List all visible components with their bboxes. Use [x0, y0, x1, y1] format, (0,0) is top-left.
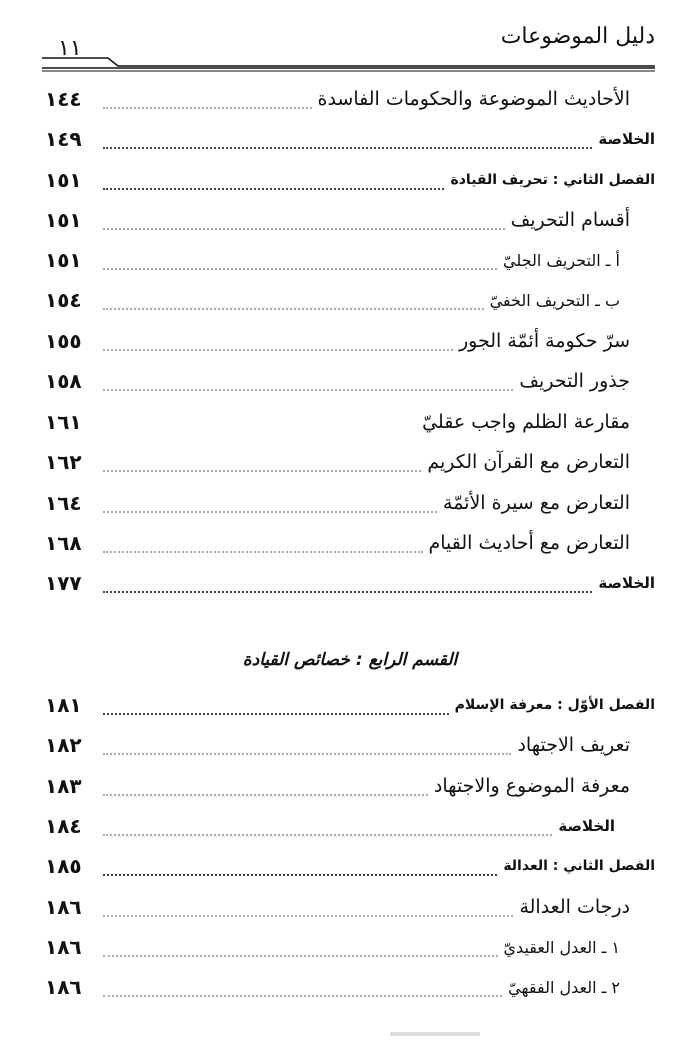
toc-entry-title: سرّ حكومة أئمّة الجور [459, 330, 630, 352]
toc-entry-title: الفصل الثاني : تحريف القيادة [450, 172, 655, 188]
toc-entry-page: ١٤٤ [45, 87, 82, 111]
toc-entry-page: ١٥٤ [45, 288, 82, 312]
toc-entry-title: جذور التحريف [519, 370, 630, 392]
toc-entry [45, 849, 655, 883]
toc-entry [45, 122, 655, 156]
toc-entry-title: التعارض مع القرآن الكريم [427, 451, 630, 473]
leader-dots [103, 470, 421, 472]
toc-entry [45, 445, 655, 479]
toc-entry-title: التعارض مع سيرة الأئمّة [443, 492, 630, 514]
toc-entry-page: ١٦٨ [45, 531, 82, 555]
leader-dots [103, 268, 497, 270]
toc-entry [45, 283, 655, 317]
toc-entry [45, 243, 655, 277]
toc-entry-page: ١٦١ [45, 410, 82, 434]
toc-entry-page: ١٨٣ [45, 774, 82, 798]
leader-dots [103, 874, 497, 876]
header-rule [0, 0, 700, 80]
running-head-page-number: ١١ [58, 36, 82, 61]
leader-dots [103, 551, 423, 553]
toc-entry-page: ١٦٢ [45, 450, 82, 474]
leader-dots [103, 753, 511, 755]
leader-dots [103, 107, 312, 109]
toc-entry-page: ١٨٢ [45, 733, 82, 757]
toc-entry [45, 890, 655, 924]
leader-dots [103, 389, 513, 391]
toc-entry-page: ١٨١ [45, 693, 82, 717]
toc-entry [45, 324, 655, 358]
leader-dots [103, 834, 552, 836]
leader-dots [103, 188, 444, 190]
leader-dots [103, 591, 592, 593]
toc-entry [45, 728, 655, 762]
leader-dots [103, 995, 502, 997]
leader-dots [103, 794, 428, 796]
toc-entry-title: مقارعة الظلم واجب عقليّ [422, 411, 630, 433]
toc-entry-page: ١٨٦ [45, 935, 82, 959]
toc-entry-title: أقسام التحريف [510, 209, 630, 231]
toc-entry-page: ١٧٧ [45, 571, 82, 595]
toc-entry [45, 970, 655, 1004]
toc-entry-page: ١٨٦ [45, 895, 82, 919]
toc-entry [45, 769, 655, 803]
leader-dots [103, 349, 453, 351]
toc-entry-page: ١٥٥ [45, 329, 82, 353]
leader-dots [103, 308, 484, 310]
toc-entry-page: ١٥١ [45, 168, 82, 192]
toc-entry-title: ب ـ التحريف الخفيّ [489, 290, 620, 310]
toc-entry [45, 82, 655, 116]
leader-dots [103, 915, 513, 917]
toc-entry-title: الخلاصة [598, 574, 655, 592]
leader-dots [103, 228, 505, 230]
toc-entry-page: ١٨٤ [45, 814, 82, 838]
toc-entry-title: معرفة الموضوع والاجتهاد [433, 775, 630, 797]
toc-entry-page: ١٦٤ [45, 491, 82, 515]
toc-entry-page: ١٥٨ [45, 369, 82, 393]
toc-entry-page: ١٥١ [45, 208, 82, 232]
toc-entry-page: ١٨٥ [45, 854, 82, 878]
scan-mark [390, 1032, 480, 1036]
leader-dots [103, 147, 592, 149]
toc-entry-title: الفصل الأوّل : معرفة الإسلام [454, 697, 655, 713]
toc-entry [45, 203, 655, 237]
toc-entry-title: درجات العدالة [519, 896, 630, 918]
toc-entry [45, 405, 655, 439]
toc-entry-title: التعارض مع أحاديث القيام [428, 532, 630, 554]
toc-entry [45, 486, 655, 520]
toc-entry-title: الفصل الثاني : العدالة [503, 858, 655, 874]
running-head-title: دليل الموضوعات [500, 24, 655, 49]
leader-dots [103, 430, 416, 432]
toc-entry [45, 809, 655, 843]
toc-entry-page: ١٥١ [45, 248, 82, 272]
toc-entry-title: الخلاصة [558, 817, 615, 835]
toc-entry-page: ١٨٦ [45, 975, 82, 999]
toc-entry-title: ٢ ـ العدل الفقهيّ [508, 977, 620, 997]
toc-entry [45, 566, 655, 600]
leader-dots [103, 955, 498, 957]
toc-entry-title: الأحاديث الموضوعة والحكومات الفاسدة [317, 88, 630, 110]
toc-entry [45, 163, 655, 197]
leader-dots [103, 713, 449, 715]
toc-entry-title: أ ـ التحريف الجليّ [503, 250, 620, 270]
toc-entry-page: ١٤٩ [45, 127, 82, 151]
part-title: القسم الرابع : خصائص القيادة [242, 650, 458, 670]
toc-entry [45, 930, 655, 964]
toc-entry [45, 526, 655, 560]
leader-dots [103, 511, 437, 513]
toc-entry [45, 688, 655, 722]
toc-entry [45, 364, 655, 398]
toc-entry-title: الخلاصة [598, 130, 655, 148]
toc-entry-title: ١ ـ العدل العقيديّ [503, 937, 620, 957]
toc-entry-title: تعريف الاجتهاد [517, 734, 630, 756]
